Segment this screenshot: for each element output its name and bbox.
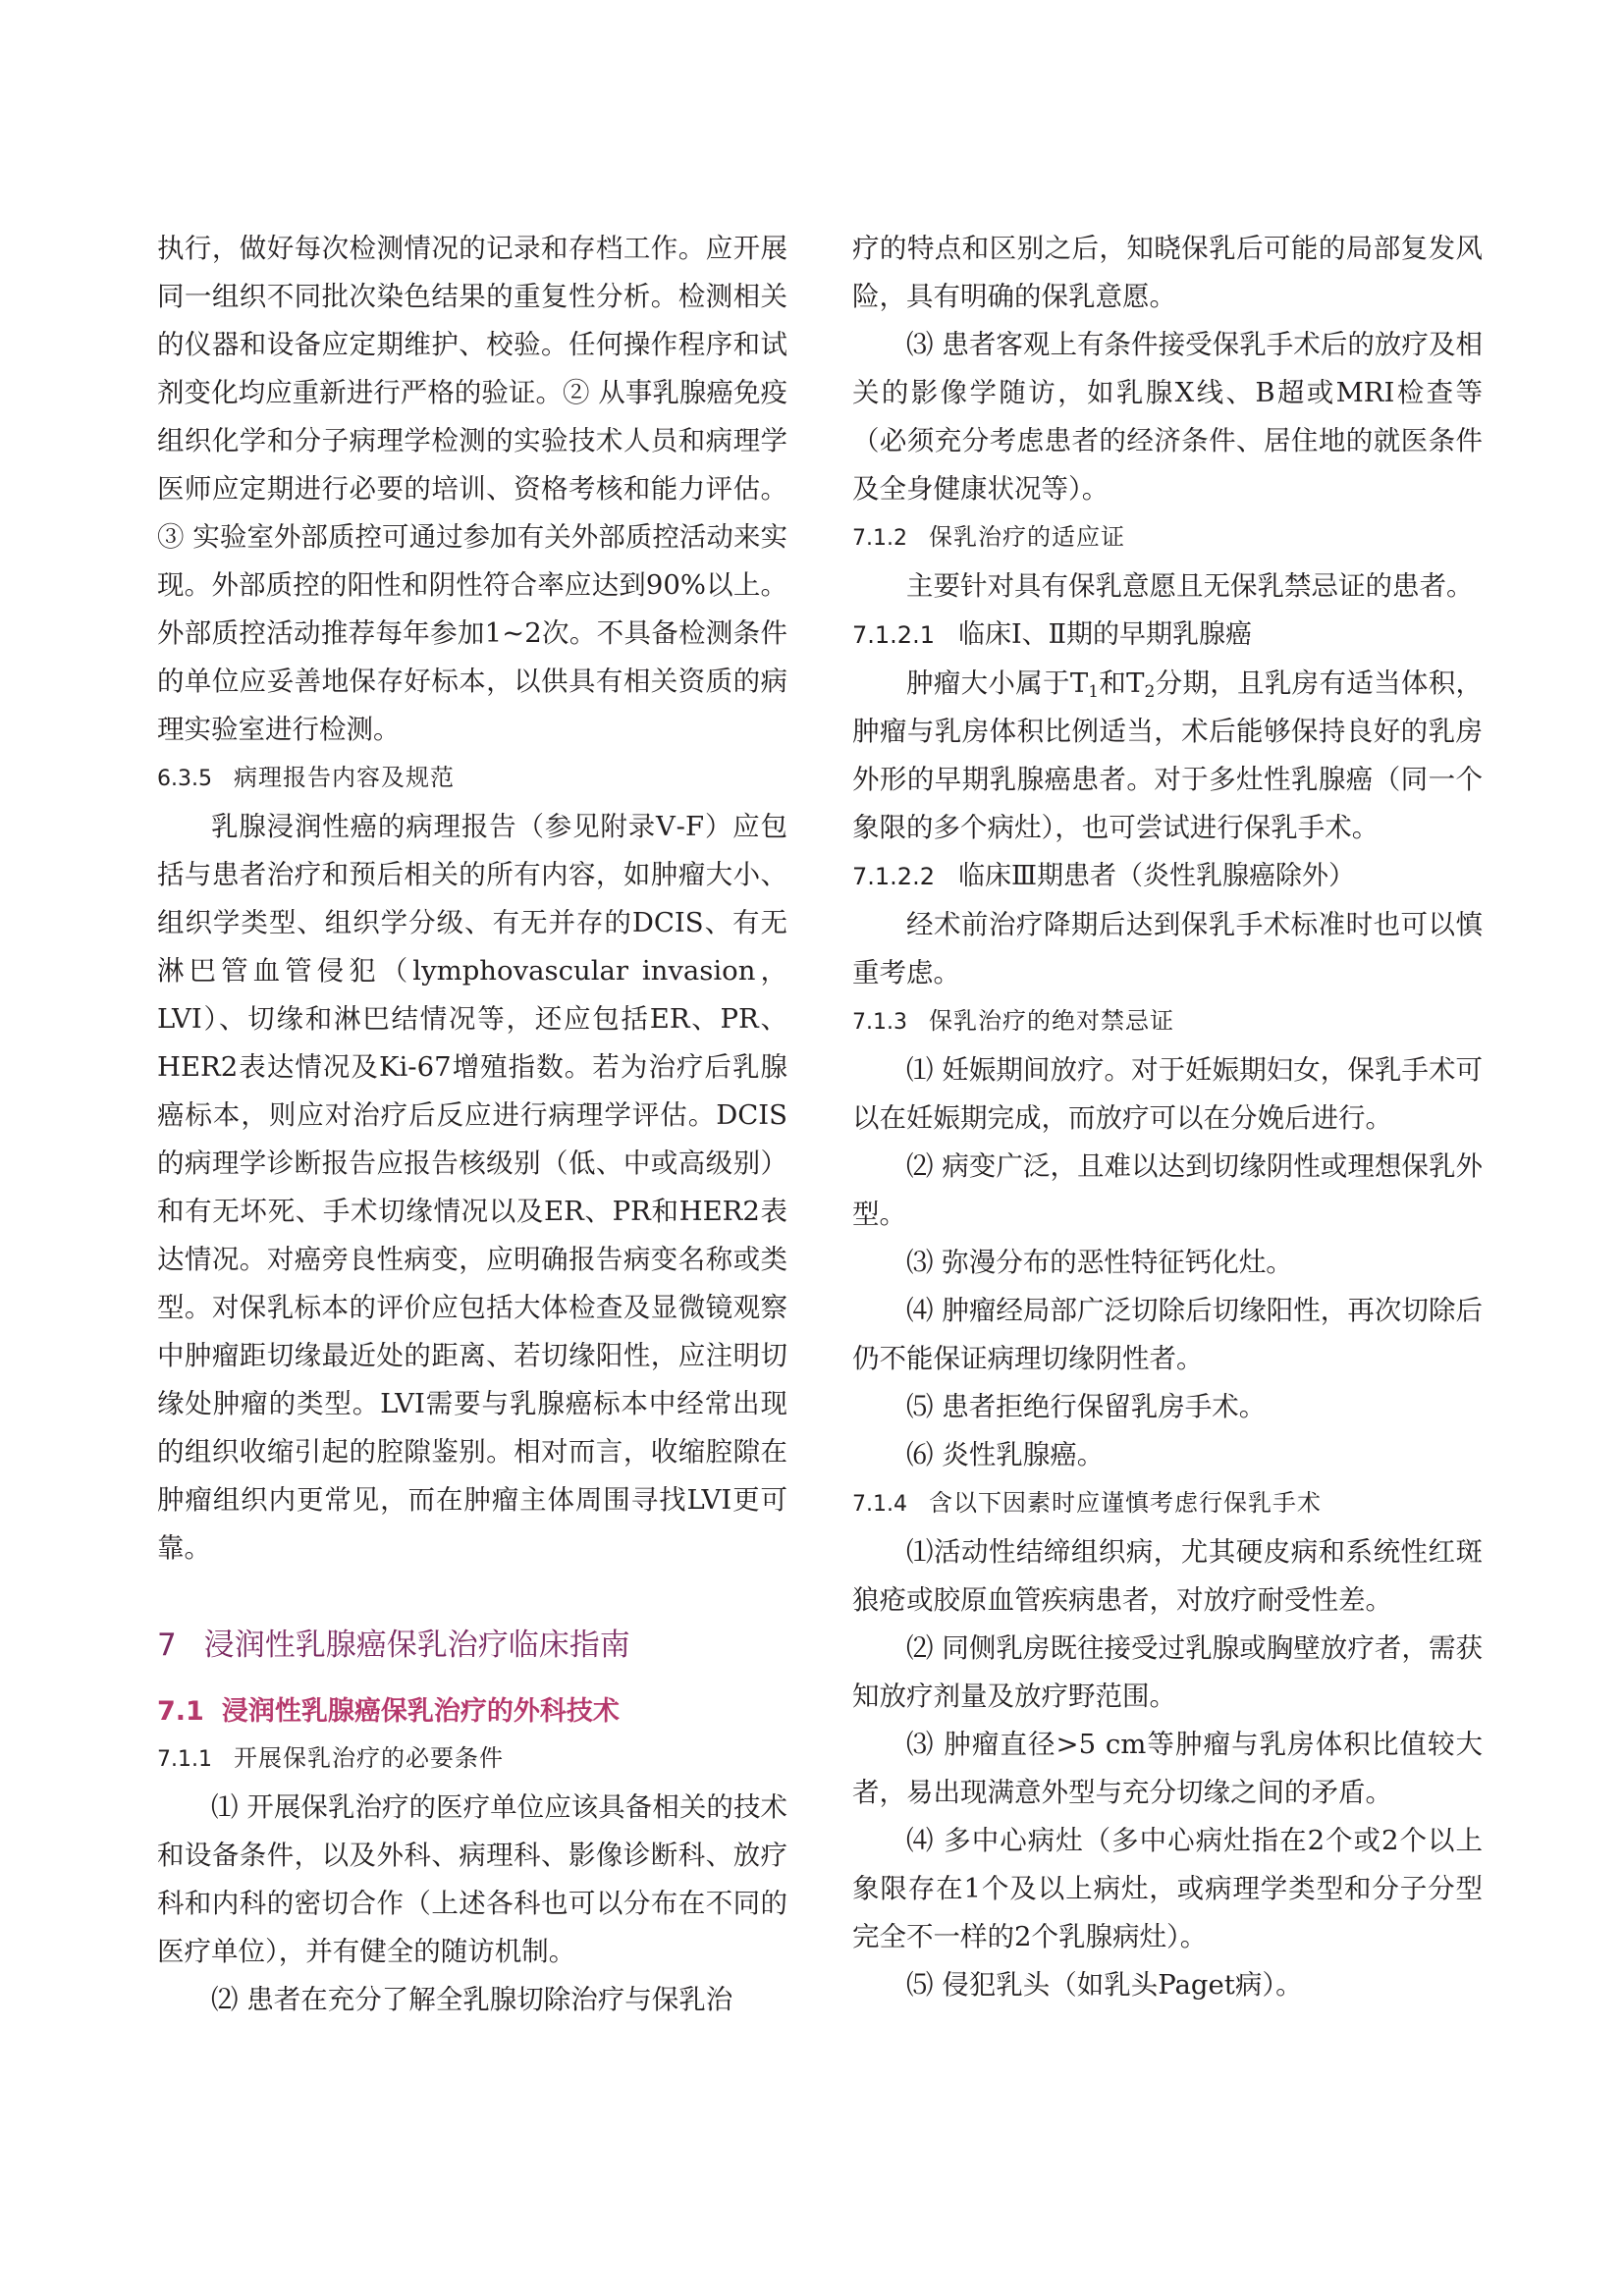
paragraph-7-1-1-item-1: ⑴ 开展保乳治疗的医疗单位应该具备相关的技术和设备条件，以及外科、病理科、影像诊断科、放疗科和内科的密切合作（上述各科也可以分布在不同的医疗单位），并有健全的随访机制。 <box>157 1791 787 1967</box>
heading-title: 临床Ⅰ、Ⅱ期的早期乳腺癌 <box>957 619 1252 650</box>
paragraph-7-1-2: 主要针对具有保乳意愿且无保乳禁忌证的患者。 <box>906 570 1474 602</box>
text-run: 分期，且乳房有适当体积，肿瘤与乳房体积比例适当，术后能够保持良好的乳房外形的早期乳腺癌患者。对于多灶性乳腺癌（同一个象限的多个病灶），也可尝试进行保乳手术。 <box>852 667 1484 843</box>
heading-title: 临床Ⅲ期患者（炎性乳腺癌除外） <box>957 861 1356 891</box>
paragraph-7-1-4-item-1: ⑴活动性结缔组织病，尤其硬皮病和系统性红斑狼疮或胶原血管疾病患者，对放疗耐受性差。 <box>852 1536 1483 1616</box>
heading-title: 浸润性乳腺癌保乳治疗临床指南 <box>203 1628 630 1663</box>
paragraph-7-1-3-item-4: ⑷ 肿瘤经局部广泛切除后切缘阳性，再次切除后仍不能保证病理切缘阴性者。 <box>852 1295 1483 1374</box>
paragraph-7-1-1-item-3: ⑶ 患者客观上有条件接受保乳手术后的放疗及相关的影像学随访，如乳腺X线、B超或MRI检查等（必须充分考虑患者的经济条件、居住地的就医条件及全身健康状况等）。 <box>852 329 1483 505</box>
heading-number: 7.1.4 <box>852 1492 907 1517</box>
paragraph-7-1-3-item-5: ⑸ 患者拒绝行保留乳房手术。 <box>906 1391 1267 1422</box>
heading-number: 7.1.2.2 <box>852 863 935 890</box>
heading-number: 7.1.2 <box>852 526 907 551</box>
paragraph-7-1-4-item-2: ⑵ 同侧乳房既往接受过乳腺或胸壁放疗者，需获知放疗剂量及放疗野范围。 <box>852 1632 1483 1712</box>
heading-title: 病理报告内容及规范 <box>233 764 455 791</box>
text-run: 和T <box>1099 667 1145 699</box>
paragraph-7-1-2-1 <box>852 660 1483 852</box>
text-run: 肿瘤大小属于T <box>906 667 1089 699</box>
heading-7-1-2 <box>852 513 1483 562</box>
heading-number: 7.1.2.1 <box>852 621 935 649</box>
heading-number: 7 <box>157 1628 177 1663</box>
paragraph-7-1-4-item-5: ⑸ 侵犯乳头（如乳头Paget病）。 <box>906 1969 1303 2001</box>
right-column <box>852 225 1483 2009</box>
paragraph-7-1-3-item-2: ⑵ 病变广泛，且难以达到切缘阴性或理想保乳外型。 <box>852 1150 1483 1230</box>
subscript: 2 <box>1144 682 1156 702</box>
heading-number: 7.1.3 <box>852 1010 907 1035</box>
heading-title: 保乳治疗的绝对禁忌证 <box>928 1007 1174 1035</box>
paragraph-6-3-4-continued: 执行，做好每次检测情况的记录和存档工作。应开展同一组织不同批次染色结果的重复性分析。检测相关的仪器和设备应定期维护、校验。任何操作程序和试剂变化均应重新进行严格的验证。② 从事乳腺癌免疫组织化学和分子病理学检测的实验技术人员和病理学医师应定期进行必要的培训、资格考核和能力评估。③ 实验室外部质控可通过参加有关外部质控活动来实现。外部质控的阳性和阴性符合率应达到90%以上。外部质控活动推荐每年参加1~2次。不具备检测条件的单位应妥善地保存好标本，以供具有相关资质的病理实验室进行检测。 <box>157 233 787 745</box>
paragraph-7-1-3-item-3: ⑶ 弥漫分布的恶性特征钙化灶。 <box>906 1247 1293 1278</box>
subscript: 1 <box>1088 682 1100 702</box>
heading-7-1-1 <box>157 1735 787 1784</box>
heading-title: 保乳治疗的适应证 <box>928 523 1125 551</box>
heading-number: 6.3.5 <box>157 767 212 791</box>
paragraph-7-1-4-item-3: ⑶ 肿瘤直径>5 cm等肿瘤与乳房体积比值较大者，易出现满意外型与充分切缘之间的矛盾。 <box>852 1729 1483 1808</box>
paragraph-6-3-5: 乳腺浸润性癌的病理报告（参见附录Ⅴ-F）应包括与患者治疗和预后相关的所有内容，如肿瘤大小、组织学类型、组织学分级、有无并存的DCIS、有无淋巴管血管侵犯（lymphovascular invasion，LVI）、切缘和淋巴结情况等，还应包括ER、PR、HER2表达情况及Ki-67增殖指数。若为治疗后乳腺癌标本，则应对治疗后反应进行病理学评估。DCIS的病理学诊断报告应报告核级别（低、中或高级别）和有无坏死、手术切缘情况以及ER、PR和HER2表达情况。对癌旁良性病变，应明确报告病变名称或类型。对保乳标本的评价应包括大体检查及显微镜观察中肿瘤距切缘最近处的距离、若切缘阳性，应注明切缘处肿瘤的类型。LVI需要与乳腺癌标本中经常出现的组织收缩引起的腔隙鉴别。相对而言，收缩腔隙在肿瘤组织内更常见，而在肿瘤主体周围寻找LVI更可靠。 <box>157 811 787 1564</box>
paragraph-7-1-3-item-1: ⑴ 妊娠期间放疗。对于妊娠期妇女，保乳手术可以在妊娠期完成，而放疗可以在分娩后进行。 <box>852 1054 1483 1134</box>
heading-section-7 <box>157 1621 787 1670</box>
heading-6-3-5 <box>157 754 787 803</box>
paragraph-7-1-1-item-2: ⑵ 患者在充分了解全乳腺切除治疗与保乳治 <box>211 1984 733 2015</box>
paragraph-7-1-4-item-4: ⑷ 多中心病灶（多中心病灶指在2个或2个以上象限存在1个及以上病灶，或病理学类型和分子分型完全不一样的2个乳腺病灶）。 <box>852 1825 1483 1952</box>
left-column <box>157 225 787 2024</box>
heading-title: 含以下因素时应谨慎考虑行保乳手术 <box>928 1489 1322 1517</box>
heading-7-1-3 <box>852 997 1483 1046</box>
heading-7-1-4 <box>852 1479 1483 1528</box>
paragraph-7-1-2-2: 经术前治疗降期后达到保乳手术标准时也可以慎重考虑。 <box>852 909 1483 988</box>
heading-7-1-2-1 <box>852 611 1483 660</box>
heading-7-1-2-2 <box>852 852 1483 901</box>
paragraph-7-1-1-item-2-continued: 疗的特点和区别之后，知晓保乳后可能的局部复发风险，具有明确的保乳意愿。 <box>852 233 1483 312</box>
heading-number: 7.1.1 <box>157 1747 212 1772</box>
heading-7-1 <box>157 1689 787 1735</box>
heading-title: 开展保乳治疗的必要条件 <box>233 1744 504 1772</box>
heading-number: 7.1 <box>157 1696 204 1727</box>
paragraph-7-1-3-item-6: ⑹ 炎性乳腺癌。 <box>906 1439 1105 1470</box>
heading-title: 浸润性乳腺癌保乳治疗的外科技术 <box>221 1696 620 1727</box>
